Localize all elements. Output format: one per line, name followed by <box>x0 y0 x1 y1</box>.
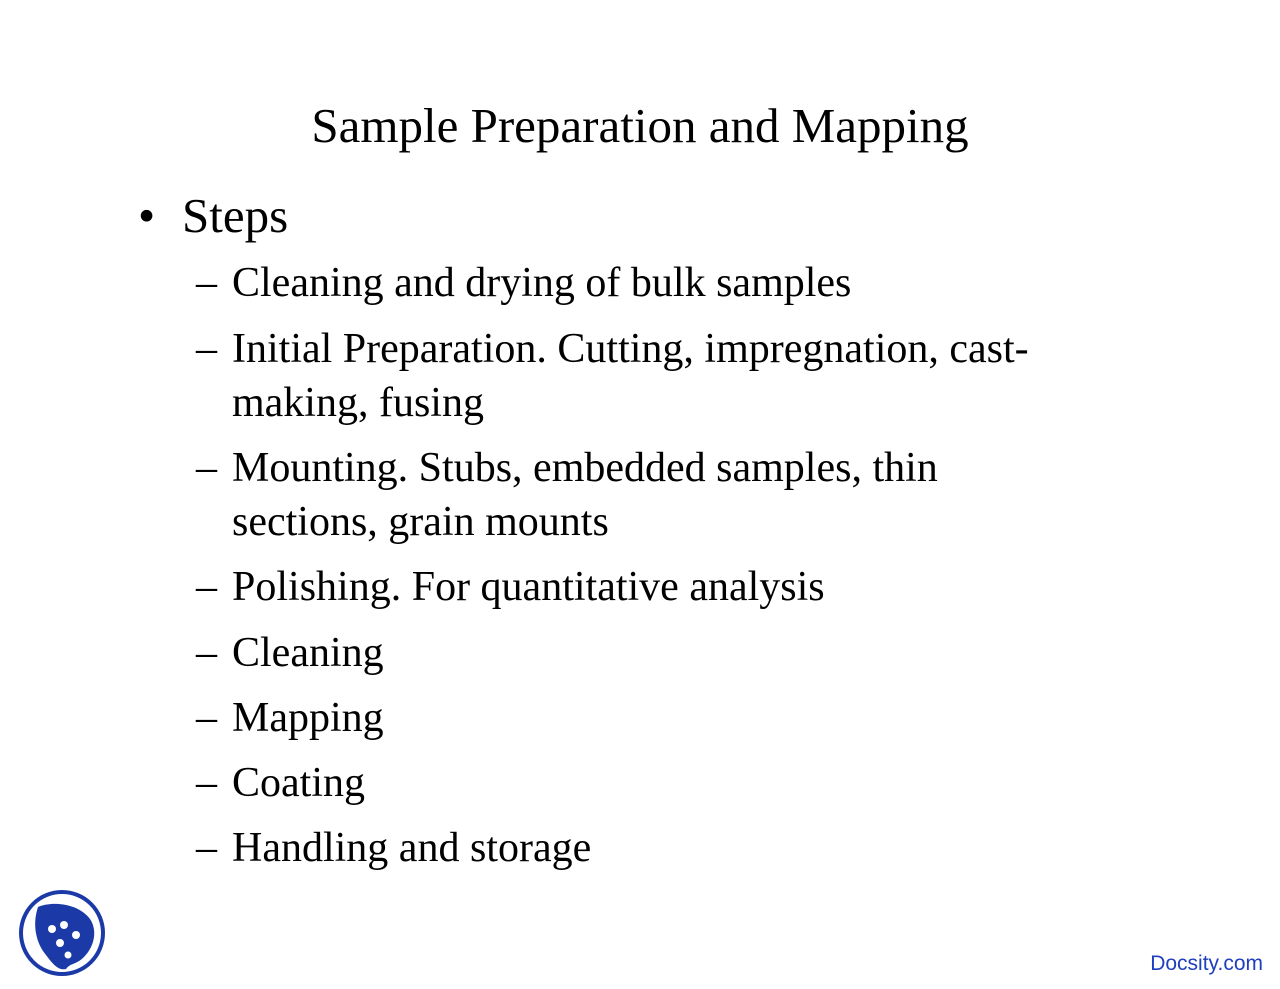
dash-marker: – <box>196 630 217 676</box>
docsity-brand-link[interactable]: Docsity.com <box>1150 952 1263 975</box>
dash-marker: – <box>196 695 217 741</box>
list-item-text: Mapping <box>232 695 384 741</box>
dash-marker: – <box>196 760 217 806</box>
list-item-text: Cleaning <box>232 630 384 676</box>
list-item-text: Coating <box>232 760 365 806</box>
list-item-text: Initial Preparation. Cutting, impregnation, cast- <box>232 326 1029 372</box>
list-item-text: Handling and storage <box>232 825 592 871</box>
docsity-logo-icon[interactable] <box>18 889 106 977</box>
list-item-text: Cleaning and drying of bulk samples <box>232 260 852 306</box>
list-item-text-continued: sections, grain mounts <box>232 499 609 545</box>
slide-title: Sample Preparation and Mapping <box>311 98 969 153</box>
dash-marker: – <box>196 825 217 871</box>
dash-marker: – <box>196 260 217 306</box>
dash-marker: – <box>196 326 217 372</box>
list-item-text: Mounting. Stubs, embedded samples, thin <box>232 445 938 491</box>
list-item-text-continued: making, fusing <box>232 380 484 426</box>
bullet-text: Steps <box>182 188 289 243</box>
dash-marker: – <box>196 445 217 491</box>
list-item-text: Polishing. For quantitative analysis <box>232 564 825 610</box>
bullet-marker: • <box>138 188 156 243</box>
dash-marker: – <box>196 564 217 610</box>
